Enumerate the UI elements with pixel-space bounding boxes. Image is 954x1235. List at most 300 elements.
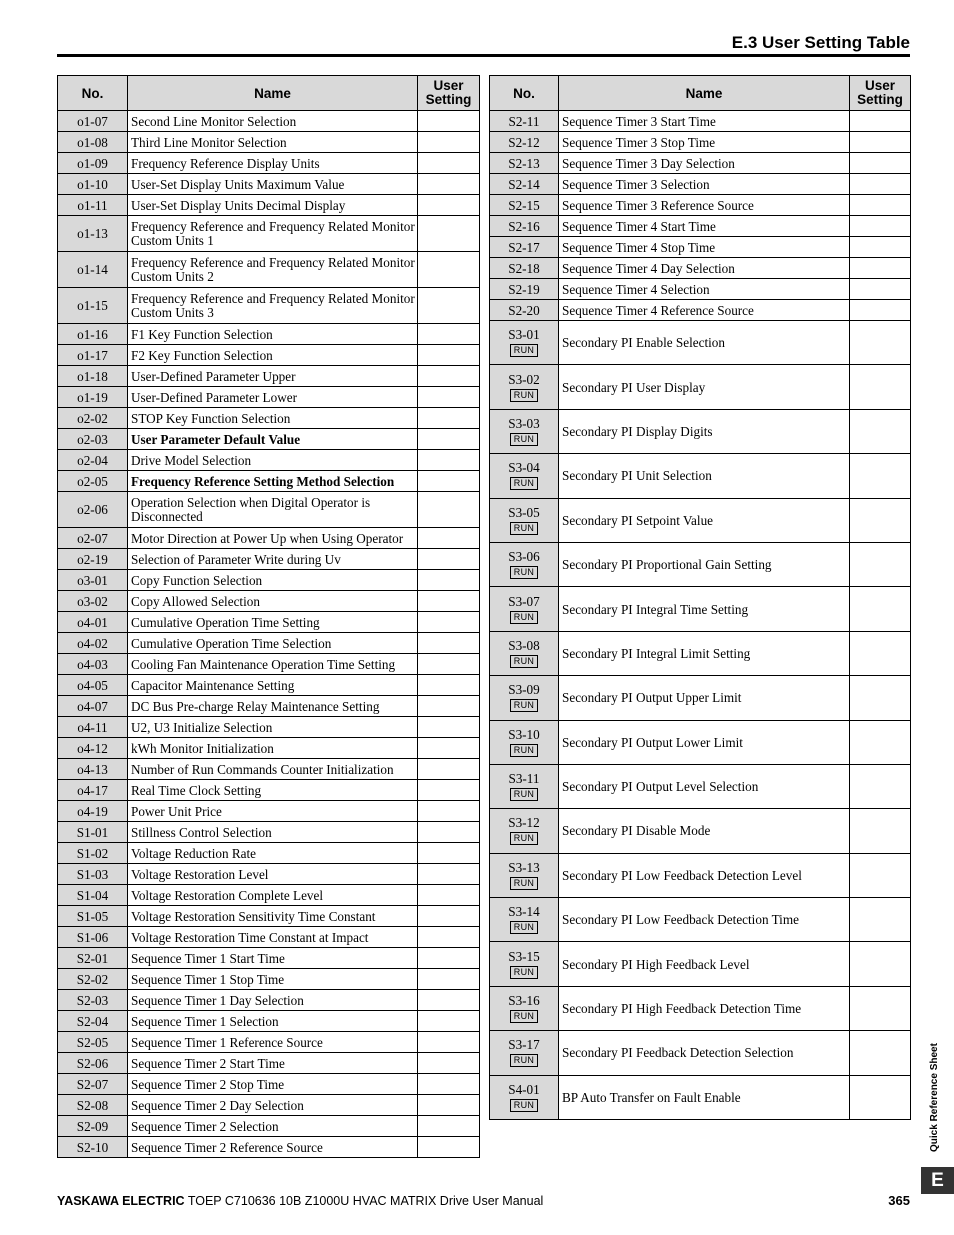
user-setting-cell <box>418 927 480 948</box>
table-row <box>58 927 480 948</box>
table-row <box>490 809 911 853</box>
user-setting-cell <box>418 801 480 822</box>
param-number-cell <box>490 111 559 132</box>
param-number-cell <box>58 1011 128 1032</box>
param-number-cell <box>490 587 559 631</box>
user-setting-cell <box>418 843 480 864</box>
param-name: Voltage Restoration Time Constant at Impact <box>128 927 418 948</box>
run-badge-icon: RUN <box>510 389 538 402</box>
table-row <box>58 696 480 717</box>
table-row <box>58 387 480 408</box>
run-badge-icon: RUN <box>510 699 538 712</box>
param-name: Secondary PI Enable Selection <box>559 321 850 365</box>
param-number: o1-10 <box>77 176 108 192</box>
param-name: Secondary PI Output Level Selection <box>559 764 850 808</box>
param-name: F2 Key Function Selection <box>128 345 418 366</box>
param-number: S3-15 <box>508 948 540 964</box>
table-row <box>58 612 480 633</box>
param-number: S2-16 <box>508 218 540 234</box>
user-setting-table-right <box>489 75 911 1120</box>
table-row <box>58 111 480 132</box>
param-number: o4-01 <box>77 614 108 630</box>
param-number-cell <box>490 132 559 153</box>
run-badge-icon: RUN <box>510 611 538 624</box>
param-name: DC Bus Pre-charge Relay Maintenance Setting <box>128 696 418 717</box>
param-name: Cooling Fan Maintenance Operation Time Setting <box>128 654 418 675</box>
user-setting-cell <box>418 1116 480 1137</box>
param-name: Sequence Timer 3 Stop Time <box>559 132 850 153</box>
table-row <box>490 1031 911 1075</box>
table-row <box>58 408 480 429</box>
table-row <box>490 365 911 409</box>
user-setting-cell <box>418 633 480 654</box>
param-number-cell <box>490 898 559 942</box>
table-row <box>58 885 480 906</box>
user-setting-cell <box>850 237 911 258</box>
user-setting-cell <box>850 1031 911 1075</box>
param-number-cell <box>58 345 128 366</box>
param-number: o1-09 <box>77 155 108 171</box>
param-number: S3-04 <box>508 460 540 476</box>
table-row <box>58 528 480 549</box>
param-number: o4-07 <box>77 698 108 714</box>
run-badge-icon: RUN <box>510 433 538 446</box>
table-row <box>58 132 480 153</box>
table-row <box>58 1074 480 1095</box>
user-setting-cell <box>850 898 911 942</box>
param-number-cell <box>490 321 559 365</box>
user-setting-cell <box>418 132 480 153</box>
table-row <box>490 587 911 631</box>
param-name: Sequence Timer 2 Start Time <box>128 1053 418 1074</box>
user-setting-cell <box>850 498 911 542</box>
param-number-cell <box>58 528 128 549</box>
table-row <box>58 654 480 675</box>
table-row <box>58 675 480 696</box>
param-number: S2-14 <box>508 176 540 192</box>
param-number: o1-14 <box>77 262 108 277</box>
param-name: Secondary PI Output Upper Limit <box>559 676 850 720</box>
table-row <box>490 258 911 279</box>
table-row <box>490 676 911 720</box>
param-number-cell <box>490 300 559 321</box>
table-row <box>58 969 480 990</box>
param-number: S3-12 <box>508 815 540 831</box>
user-setting-cell <box>418 885 480 906</box>
col-header-no: No. <box>490 76 559 111</box>
table-row <box>490 195 911 216</box>
param-number-cell <box>490 1075 559 1119</box>
footer-doc-title: TOEP C710636 10B Z1000U HVAC MATRIX Drive User Manual <box>187 1194 544 1208</box>
param-name: STOP Key Function Selection <box>128 408 418 429</box>
param-name: Secondary PI Setpoint Value <box>559 498 850 542</box>
param-number-cell <box>490 409 559 453</box>
user-setting-cell <box>418 387 480 408</box>
run-badge-icon: RUN <box>510 566 538 579</box>
param-number: S3-08 <box>508 637 540 653</box>
param-number-cell <box>58 717 128 738</box>
param-number-cell <box>58 1116 128 1137</box>
param-name: Number of Run Commands Counter Initialization <box>128 759 418 780</box>
param-name: Frequency Reference Display Units <box>128 153 418 174</box>
param-name: Secondary PI Unit Selection <box>559 454 850 498</box>
param-number: o4-02 <box>77 635 108 651</box>
table-row <box>490 153 911 174</box>
param-number: S3-11 <box>508 771 540 787</box>
run-badge-icon: RUN <box>510 1099 538 1112</box>
param-name: Sequence Timer 2 Stop Time <box>128 1074 418 1095</box>
param-number-cell <box>490 258 559 279</box>
param-name: Sequence Timer 4 Reference Source <box>559 300 850 321</box>
user-setting-cell <box>850 454 911 498</box>
user-setting-cell <box>418 450 480 471</box>
param-number: S2-08 <box>76 1097 109 1113</box>
col-header-name: Name <box>128 76 418 111</box>
param-number-cell <box>58 969 128 990</box>
table-row <box>490 1075 911 1119</box>
param-name: Frequency Reference and Frequency Related Monitor Custom Units 2 <box>128 252 418 288</box>
table-row <box>58 591 480 612</box>
param-number-cell <box>490 237 559 258</box>
user-setting-cell <box>850 174 911 195</box>
param-number-cell <box>490 216 559 237</box>
param-number-cell <box>58 111 128 132</box>
param-name: Secondary PI Low Feedback Detection Time <box>559 898 850 942</box>
param-number: S2-03 <box>76 992 109 1008</box>
param-number-cell <box>490 942 559 986</box>
param-number: o1-16 <box>77 326 108 342</box>
table-row <box>58 759 480 780</box>
param-number-cell <box>58 927 128 948</box>
footer-brand: YASKAWA ELECTRIC <box>57 1194 185 1208</box>
param-number: S3-13 <box>508 859 540 875</box>
param-number: S2-09 <box>76 1118 109 1134</box>
run-badge-icon: RUN <box>510 966 538 979</box>
run-badge-icon: RUN <box>510 921 538 934</box>
param-name: BP Auto Transfer on Fault Enable <box>559 1075 850 1119</box>
param-number: S2-02 <box>76 971 109 987</box>
param-name: Secondary PI High Feedback Detection Time <box>559 986 850 1030</box>
param-number: o2-07 <box>77 530 108 546</box>
param-number-cell <box>490 720 559 764</box>
param-number: S3-03 <box>508 415 540 431</box>
run-badge-icon: RUN <box>510 744 538 757</box>
user-setting-cell <box>418 654 480 675</box>
param-name: Voltage Restoration Level <box>128 864 418 885</box>
param-number-cell <box>58 366 128 387</box>
table-row <box>58 1032 480 1053</box>
param-number-cell <box>58 252 128 288</box>
param-number: S1-03 <box>76 866 109 882</box>
run-badge-icon: RUN <box>510 877 538 890</box>
user-setting-cell <box>418 696 480 717</box>
param-name: U2, U3 Initialize Selection <box>128 717 418 738</box>
table-row <box>490 321 911 365</box>
param-number-cell <box>58 591 128 612</box>
param-number-cell <box>58 948 128 969</box>
table-row <box>490 132 911 153</box>
table-row <box>490 111 911 132</box>
user-setting-cell <box>418 252 480 288</box>
param-name: Power Unit Price <box>128 801 418 822</box>
user-setting-cell <box>418 345 480 366</box>
run-badge-icon: RUN <box>510 477 538 490</box>
param-name: Cumulative Operation Time Setting <box>128 612 418 633</box>
param-name: User-Defined Parameter Upper <box>128 366 418 387</box>
param-number-cell <box>58 174 128 195</box>
param-name: Selection of Parameter Write during Uv <box>128 549 418 570</box>
param-name: Sequence Timer 1 Reference Source <box>128 1032 418 1053</box>
table-row <box>58 429 480 450</box>
param-name: Secondary PI User Display <box>559 365 850 409</box>
param-number-cell <box>58 1095 128 1116</box>
param-name: F1 Key Function Selection <box>128 324 418 345</box>
run-badge-icon: RUN <box>510 522 538 535</box>
param-number: S2-12 <box>508 134 540 150</box>
param-number: o1-19 <box>77 389 108 405</box>
param-number: o2-06 <box>77 502 108 517</box>
table-row <box>58 450 480 471</box>
param-name: User-Defined Parameter Lower <box>128 387 418 408</box>
table-row <box>490 279 911 300</box>
param-number-cell <box>58 1074 128 1095</box>
user-setting-cell <box>418 948 480 969</box>
user-setting-cell <box>418 366 480 387</box>
param-number: o4-19 <box>77 803 108 819</box>
param-name: Drive Model Selection <box>128 450 418 471</box>
param-number-cell <box>58 696 128 717</box>
table-row <box>490 409 911 453</box>
param-number: o2-04 <box>77 452 108 468</box>
param-number-cell <box>58 132 128 153</box>
param-name: Sequence Timer 2 Reference Source <box>128 1137 418 1158</box>
param-name: Secondary PI Disable Mode <box>559 809 850 853</box>
param-number-cell <box>490 542 559 586</box>
param-name: Secondary PI Output Lower Limit <box>559 720 850 764</box>
table-row <box>58 174 480 195</box>
user-setting-cell <box>850 216 911 237</box>
user-setting-cell <box>850 300 911 321</box>
param-name: Operation Selection when Digital Operator is Disconnected <box>128 492 418 528</box>
table-row <box>58 864 480 885</box>
param-name: Voltage Restoration Sensitivity Time Constant <box>128 906 418 927</box>
user-setting-cell <box>850 542 911 586</box>
user-setting-cell <box>418 1032 480 1053</box>
user-setting-cell <box>418 1011 480 1032</box>
user-setting-cell <box>418 1053 480 1074</box>
table-row <box>490 174 911 195</box>
param-number-cell <box>58 471 128 492</box>
header-rule <box>57 54 910 57</box>
param-number-cell <box>58 216 128 252</box>
param-number-cell <box>58 885 128 906</box>
param-number-cell <box>58 675 128 696</box>
table-row <box>58 570 480 591</box>
user-setting-cell <box>418 570 480 591</box>
param-name: Sequence Timer 3 Selection <box>559 174 850 195</box>
user-setting-cell <box>418 429 480 450</box>
param-name: Motor Direction at Power Up when Using Operator <box>128 528 418 549</box>
param-name: Voltage Reduction Rate <box>128 843 418 864</box>
param-number: S2-01 <box>76 950 109 966</box>
side-label: Quick Reference Sheet <box>929 1043 940 1152</box>
param-name: Stillness Control Selection <box>128 822 418 843</box>
param-number: o1-18 <box>77 368 108 384</box>
param-number-cell <box>58 990 128 1011</box>
param-number-cell <box>58 822 128 843</box>
param-number: o1-08 <box>77 134 108 150</box>
user-setting-cell <box>418 288 480 324</box>
param-number: S1-04 <box>76 887 109 903</box>
table-row <box>58 1053 480 1074</box>
table-row <box>58 252 480 288</box>
user-setting-cell <box>418 153 480 174</box>
param-number: S1-06 <box>76 929 109 945</box>
user-setting-cell <box>418 1074 480 1095</box>
user-setting-cell <box>418 864 480 885</box>
param-number: o4-17 <box>77 782 108 798</box>
param-number: S3-17 <box>508 1037 540 1053</box>
param-number-cell <box>58 492 128 528</box>
table-row <box>58 801 480 822</box>
param-number: o3-01 <box>77 572 108 588</box>
table-row <box>490 898 911 942</box>
param-number-cell <box>58 738 128 759</box>
param-number: o4-12 <box>77 740 108 756</box>
param-number-cell <box>58 1032 128 1053</box>
param-number-cell <box>58 759 128 780</box>
table-row <box>58 906 480 927</box>
param-number: S2-19 <box>508 281 540 297</box>
param-number: S2-04 <box>76 1013 109 1029</box>
user-setting-cell <box>418 990 480 1011</box>
table-row <box>58 843 480 864</box>
param-name: Secondary PI Proportional Gain Setting <box>559 542 850 586</box>
param-name: User-Set Display Units Maximum Value <box>128 174 418 195</box>
param-number-cell <box>58 1053 128 1074</box>
param-name: Copy Function Selection <box>128 570 418 591</box>
param-name: Frequency Reference Setting Method Selection <box>128 471 418 492</box>
table-row <box>58 990 480 1011</box>
table-row <box>58 738 480 759</box>
user-setting-cell <box>850 409 911 453</box>
param-number: S1-05 <box>76 908 109 924</box>
table-row <box>58 549 480 570</box>
param-number-cell <box>58 612 128 633</box>
param-number: S2-11 <box>508 113 540 129</box>
user-setting-table-left <box>57 75 480 1158</box>
param-name: Voltage Restoration Complete Level <box>128 885 418 906</box>
param-number-cell <box>490 498 559 542</box>
param-number-cell <box>490 174 559 195</box>
table-row <box>490 542 911 586</box>
user-setting-cell <box>418 324 480 345</box>
param-number: o1-17 <box>77 347 108 363</box>
table-row <box>58 195 480 216</box>
col-header-no: No. <box>58 76 128 111</box>
param-number-cell <box>490 764 559 808</box>
param-number: o4-03 <box>77 656 108 672</box>
table-row <box>58 492 480 528</box>
param-number-cell <box>58 387 128 408</box>
user-setting-cell <box>418 906 480 927</box>
param-number-cell <box>58 429 128 450</box>
param-number-cell <box>58 633 128 654</box>
user-setting-cell <box>850 258 911 279</box>
user-setting-cell <box>418 738 480 759</box>
param-name: Sequence Timer 2 Day Selection <box>128 1095 418 1116</box>
param-name: User Parameter Default Value <box>128 429 418 450</box>
param-number: S2-10 <box>76 1139 109 1155</box>
param-number-cell <box>490 279 559 300</box>
param-number-cell <box>490 153 559 174</box>
param-name: Secondary PI Integral Time Setting <box>559 587 850 631</box>
param-number: o4-11 <box>77 719 108 735</box>
param-number-cell <box>58 864 128 885</box>
user-setting-cell <box>418 528 480 549</box>
param-name: Sequence Timer 4 Stop Time <box>559 237 850 258</box>
col-header-user-setting: User Setting <box>418 76 480 111</box>
user-setting-cell <box>850 132 911 153</box>
run-badge-icon: RUN <box>510 344 538 357</box>
user-setting-cell <box>850 365 911 409</box>
user-setting-cell <box>418 969 480 990</box>
table-row <box>58 948 480 969</box>
run-badge-icon: RUN <box>510 1054 538 1067</box>
param-number-cell <box>490 853 559 897</box>
param-name: Copy Allowed Selection <box>128 591 418 612</box>
table-row <box>58 153 480 174</box>
table-row <box>490 853 911 897</box>
param-number: o3-02 <box>77 593 108 609</box>
table-row <box>490 720 911 764</box>
param-number: o1-11 <box>77 197 108 213</box>
param-number-cell <box>58 408 128 429</box>
param-number: S1-02 <box>76 845 109 861</box>
run-badge-icon: RUN <box>510 1010 538 1023</box>
param-number-cell <box>58 654 128 675</box>
user-setting-cell <box>418 591 480 612</box>
footer <box>57 1194 543 1208</box>
user-setting-cell <box>850 720 911 764</box>
param-name: Real Time Clock Setting <box>128 780 418 801</box>
table-row <box>490 454 911 498</box>
param-number: S2-20 <box>508 302 540 318</box>
table-row <box>490 216 911 237</box>
param-number-cell <box>58 450 128 471</box>
param-name: Sequence Timer 1 Start Time <box>128 948 418 969</box>
param-number: S3-16 <box>508 993 540 1009</box>
user-setting-cell <box>418 492 480 528</box>
user-setting-cell <box>850 942 911 986</box>
table-row <box>58 1116 480 1137</box>
param-name: Secondary PI Feedback Detection Selection <box>559 1031 850 1075</box>
param-name: Sequence Timer 1 Stop Time <box>128 969 418 990</box>
param-number-cell <box>490 631 559 675</box>
table-row <box>490 631 911 675</box>
user-setting-cell <box>418 216 480 252</box>
param-number: S3-09 <box>508 682 540 698</box>
param-number-cell <box>490 809 559 853</box>
run-badge-icon: RUN <box>510 832 538 845</box>
run-badge-icon: RUN <box>510 655 538 668</box>
user-setting-cell <box>418 1137 480 1158</box>
param-number-cell <box>490 454 559 498</box>
table-row <box>58 216 480 252</box>
param-number-cell <box>490 986 559 1030</box>
table-row <box>490 764 911 808</box>
table-row <box>58 1011 480 1032</box>
